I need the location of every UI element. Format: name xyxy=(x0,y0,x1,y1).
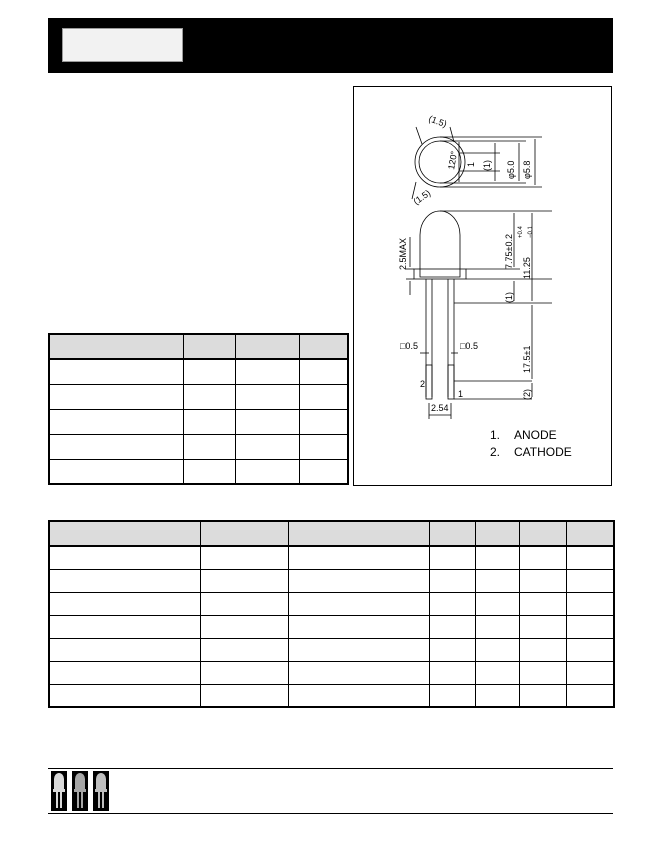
table-cell xyxy=(235,459,299,484)
table-row xyxy=(49,359,348,384)
dim-lead-square-left: □0.5 xyxy=(400,341,418,351)
table-cell xyxy=(299,384,348,409)
table-cell xyxy=(429,661,475,684)
table-row xyxy=(49,546,614,569)
led-icon xyxy=(93,771,109,811)
footer-divider-bottom xyxy=(48,813,613,814)
table-cell xyxy=(49,409,183,434)
table-cell xyxy=(429,684,475,707)
table-header-row xyxy=(49,521,614,546)
table-cell xyxy=(519,546,566,569)
table-cell xyxy=(475,615,519,638)
dim-flange: (1) xyxy=(504,292,514,303)
table-cell xyxy=(299,434,348,459)
dim-total-tol-minus: −0.1 xyxy=(528,226,534,238)
table-2 xyxy=(48,520,615,708)
footer-divider xyxy=(48,768,613,769)
table-cell xyxy=(235,384,299,409)
table-header-cell xyxy=(200,521,288,546)
pin-legend-1-name: ANODE xyxy=(514,428,557,442)
dim-lead-length: 17.5±1 xyxy=(522,345,532,373)
table-row xyxy=(49,409,348,434)
table-cell xyxy=(519,661,566,684)
table-cell xyxy=(475,569,519,592)
table-header-cell xyxy=(429,521,475,546)
table-cell xyxy=(49,661,200,684)
table-cell xyxy=(429,592,475,615)
table-cell xyxy=(475,638,519,661)
pin-legend-1-num: 1. xyxy=(490,428,501,442)
table-header-cell xyxy=(288,521,429,546)
table-cell xyxy=(288,684,429,707)
table-cell xyxy=(183,434,235,459)
pin-legend-2-name: CATHODE xyxy=(514,445,572,459)
table-cell xyxy=(183,384,235,409)
table-cell xyxy=(519,684,566,707)
table-cell xyxy=(183,459,235,484)
table-cell xyxy=(519,638,566,661)
table-cell xyxy=(49,546,200,569)
pin-2-label: 2 xyxy=(420,379,426,389)
dim-flat: (1) xyxy=(482,160,492,171)
table-cell xyxy=(566,661,614,684)
table-cell xyxy=(299,409,348,434)
table-cell xyxy=(429,546,475,569)
table-row xyxy=(49,459,348,484)
table-cell xyxy=(235,409,299,434)
table-cell xyxy=(49,434,183,459)
dim-diameter-inner: φ5.0 xyxy=(506,160,516,179)
table-1 xyxy=(48,333,349,485)
table-cell xyxy=(200,546,288,569)
table-header-cell xyxy=(235,334,299,359)
dim-pin-pitch: 2.54 xyxy=(431,403,449,413)
table-header-cell xyxy=(299,334,348,359)
table-cell xyxy=(519,615,566,638)
table-row xyxy=(49,569,614,592)
table-row xyxy=(49,384,348,409)
table-header-row xyxy=(49,334,348,359)
table-cell xyxy=(299,459,348,484)
table-cell xyxy=(288,638,429,661)
table-row xyxy=(49,661,614,684)
table-cell xyxy=(566,638,614,661)
led-icon xyxy=(51,771,67,811)
pin-1-label: 1 xyxy=(458,389,464,399)
table-cell xyxy=(235,359,299,384)
table-cell xyxy=(429,615,475,638)
dim-angle: 120° xyxy=(446,150,460,171)
table-row xyxy=(49,684,614,707)
table-cell xyxy=(288,615,429,638)
led-icon-group xyxy=(51,771,109,811)
table-cell xyxy=(200,592,288,615)
table-cell xyxy=(566,592,614,615)
table-cell xyxy=(288,592,429,615)
table-header-cell xyxy=(49,334,183,359)
table-cell xyxy=(49,638,200,661)
table-cell xyxy=(475,546,519,569)
table-cell xyxy=(49,592,200,615)
table-header-cell xyxy=(475,521,519,546)
dim-diameter-outer: φ5.8 xyxy=(522,160,532,179)
table-cell xyxy=(519,569,566,592)
table-cell xyxy=(200,569,288,592)
table-cell xyxy=(566,569,614,592)
table-cell xyxy=(49,359,183,384)
led-top-view xyxy=(415,137,465,187)
dim-height-max: 2.5MAX xyxy=(398,237,408,270)
table-cell xyxy=(475,684,519,707)
table-header-cell xyxy=(49,521,200,546)
dim-total-length: 11.25 xyxy=(522,257,532,279)
table-cell xyxy=(49,384,183,409)
dim-total-tol-plus: +0.4 xyxy=(518,226,524,238)
table-cell xyxy=(200,684,288,707)
table-cell xyxy=(429,569,475,592)
table-cell xyxy=(200,638,288,661)
table-cell xyxy=(49,459,183,484)
led-side-view xyxy=(420,211,460,277)
outline-drawing xyxy=(353,86,612,486)
table-cell xyxy=(566,615,614,638)
table-cell xyxy=(299,359,348,384)
dim-lead-square-right: □0.5 xyxy=(460,341,478,351)
table-cell xyxy=(288,546,429,569)
table-row xyxy=(49,638,614,661)
table-cell xyxy=(475,661,519,684)
part-number-box xyxy=(62,28,183,62)
table-header-cell xyxy=(183,334,235,359)
table-cell xyxy=(49,615,200,638)
dim-lead-end: (2) xyxy=(522,389,532,400)
table-cell xyxy=(475,592,519,615)
table-cell xyxy=(200,615,288,638)
table-header-cell xyxy=(566,521,614,546)
table-cell xyxy=(429,638,475,661)
table-cell xyxy=(288,661,429,684)
table-row xyxy=(49,592,614,615)
table-cell xyxy=(519,592,566,615)
table-cell xyxy=(183,409,235,434)
table-cell xyxy=(183,359,235,384)
table-cell xyxy=(49,569,200,592)
table-cell xyxy=(288,569,429,592)
dim-dome-length: 7.75±0.2 xyxy=(504,234,514,269)
table-cell xyxy=(566,546,614,569)
dim-pitch-top: (1.5) xyxy=(427,113,449,130)
led-icon xyxy=(72,771,88,811)
dim-pitch-bottom: (1.5) xyxy=(411,187,433,207)
table-header-cell xyxy=(519,521,566,546)
pin-legend-2-num: 2. xyxy=(490,445,501,459)
dim-flat-offset: 1 xyxy=(466,161,476,167)
table-row xyxy=(49,615,614,638)
table-cell xyxy=(566,684,614,707)
table-row xyxy=(49,434,348,459)
table-cell xyxy=(49,684,200,707)
table-cell xyxy=(235,434,299,459)
table-cell xyxy=(200,661,288,684)
